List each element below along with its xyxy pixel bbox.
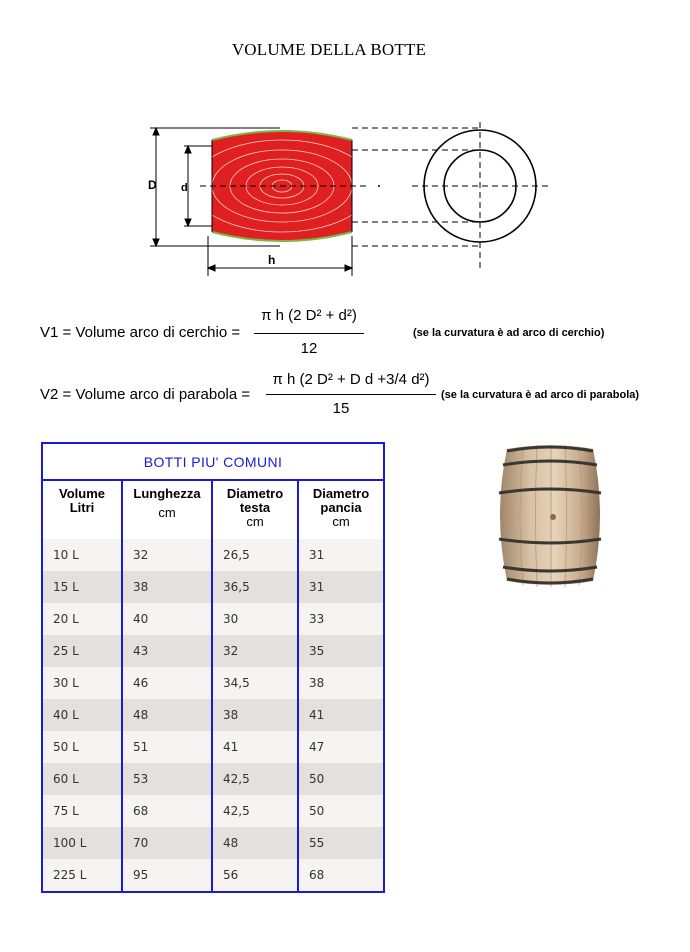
wooden-barrel-image <box>495 443 605 587</box>
table-row: 30 L 46 34,5 38 <box>42 667 384 699</box>
label-D: D <box>148 178 157 192</box>
header-volume: Volume Litri <box>42 480 122 539</box>
table-title: BOTTI PIU' COMUNI <box>42 443 384 480</box>
table-row: 10 L 32 26,5 31 <box>42 539 384 571</box>
table-row: 60 L 53 42,5 50 <box>42 763 384 795</box>
header-lunghezza: Lunghezza cm <box>122 480 212 539</box>
formula-v2-numerator: π h (2 D² + D d +3/4 d²) <box>272 371 430 388</box>
table-row: 40 L 48 38 41 <box>42 699 384 731</box>
formula-v1-note: (se la curvatura è ad arco di cerchio) <box>413 327 605 339</box>
header-diametro-testa: Diametro testa cm <box>212 480 298 539</box>
table-row: 225 L 95 56 68 <box>42 859 384 892</box>
label-d: d <box>181 182 188 194</box>
formula-v2-lhs: V2 = Volume arco di parabola = <box>40 386 251 403</box>
barrel-diagram <box>140 118 560 278</box>
botti-table <box>41 442 385 893</box>
table-header-row <box>42 480 384 539</box>
header-diametro-pancia: Diametro pancia cm <box>298 480 384 539</box>
page-title: VOLUME DELLA BOTTE <box>231 40 427 59</box>
label-h: h <box>268 253 276 267</box>
formula-v1-numerator: π h (2 D² + d²) <box>261 307 357 324</box>
table-row: 100 L 70 48 55 <box>42 827 384 859</box>
formula-v1-lhs: V1 = Volume arco di cerchio = <box>40 324 241 341</box>
table-row: 75 L 68 42,5 50 <box>42 795 384 827</box>
table-row: 15 L 38 36,5 31 <box>42 571 384 603</box>
table-row: 20 L 40 30 33 <box>42 603 384 635</box>
formula-v1-denominator: 12 <box>300 340 318 357</box>
formula-v2-denominator: 15 <box>332 400 350 417</box>
formula-v2-note: (se la curvatura è ad arco di parabola) <box>441 389 640 401</box>
table-row: 50 L 51 41 47 <box>42 731 384 763</box>
table-row: 25 L 43 32 35 <box>42 635 384 667</box>
